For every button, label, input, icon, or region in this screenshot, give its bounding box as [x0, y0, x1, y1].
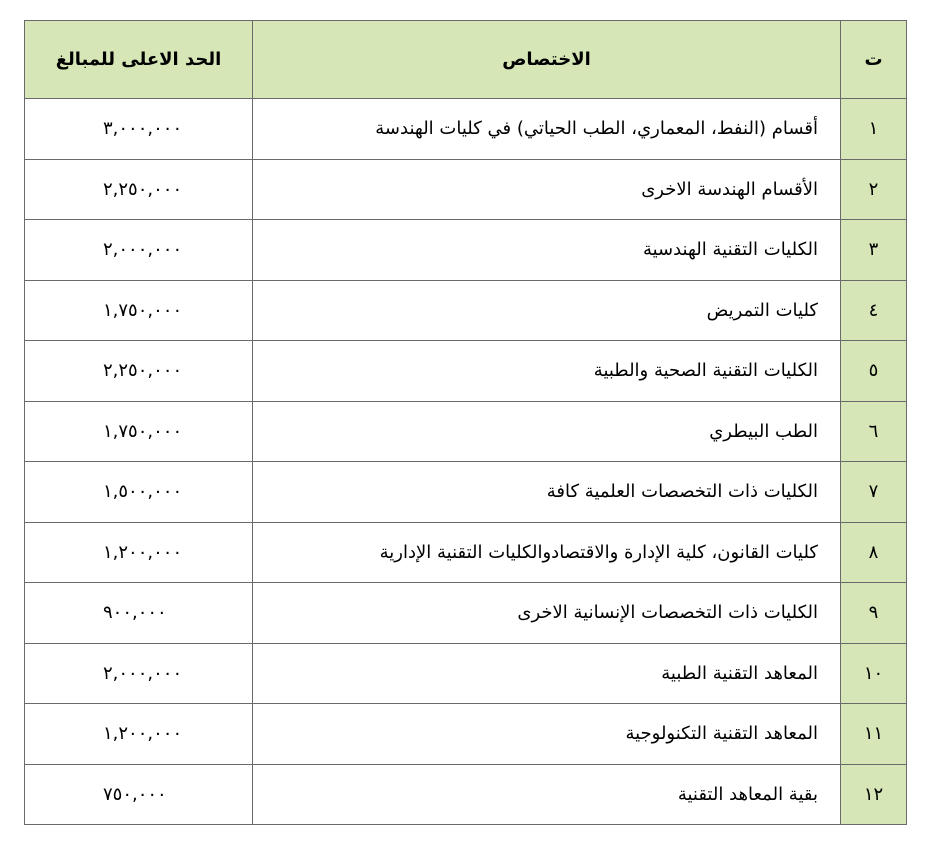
row-number: ١٢: [841, 764, 907, 825]
table-row: [25, 643, 907, 704]
row-number: ١١: [841, 704, 907, 765]
table-row: [25, 401, 907, 462]
row-number: ٤: [841, 280, 907, 341]
row-specialty: الطب البيطري: [253, 401, 841, 462]
row-amount: ١,٧٥٠,٠٠٠: [25, 401, 253, 462]
row-amount: ٢,٠٠٠,٠٠٠: [25, 643, 253, 704]
row-amount: ١,٢٠٠,٠٠٠: [25, 704, 253, 765]
row-specialty: الكليات ذات التخصصات العلمية كافة: [253, 462, 841, 523]
table-row: [25, 159, 907, 220]
row-number: ٦: [841, 401, 907, 462]
row-number: ١: [841, 99, 907, 160]
row-specialty: الكليات التقنية الهندسية: [253, 220, 841, 281]
row-amount: ٢,٢٥٠,٠٠٠: [25, 341, 253, 402]
table-row: [25, 583, 907, 644]
table-row: [25, 462, 907, 523]
row-amount: ١,٧٥٠,٠٠٠: [25, 280, 253, 341]
table-row: [25, 522, 907, 583]
row-number: ٧: [841, 462, 907, 523]
table-row: [25, 764, 907, 825]
row-specialty: بقية المعاهد التقنية: [253, 764, 841, 825]
row-specialty: كليات التمريض: [253, 280, 841, 341]
row-amount: ٢,٢٥٠,٠٠٠: [25, 159, 253, 220]
table-row: [25, 220, 907, 281]
row-specialty: أقسام (النفط، المعماري، الطب الحياتي) في كليات الهندسة: [253, 99, 841, 160]
row-specialty: المعاهد التقنية الطبية: [253, 643, 841, 704]
row-number: ٥: [841, 341, 907, 402]
table-row: [25, 704, 907, 765]
row-number: ١٠: [841, 643, 907, 704]
header-number: ت: [841, 21, 907, 99]
row-specialty: كليات القانون، كلية الإدارة والاقتصادوالكليات التقنية الإدارية: [253, 522, 841, 583]
table-row: [25, 99, 907, 160]
row-amount: ٢,٠٠٠,٠٠٠: [25, 220, 253, 281]
header-max-amount: الحد الاعلى للمبالغ: [25, 21, 253, 99]
row-number: ٩: [841, 583, 907, 644]
row-number: ٢: [841, 159, 907, 220]
row-amount: ١,٢٠٠,٠٠٠: [25, 522, 253, 583]
row-amount: ١,٥٠٠,٠٠٠: [25, 462, 253, 523]
row-number: ٣: [841, 220, 907, 281]
fees-table: [24, 20, 907, 825]
header-specialty: الاختصاص: [253, 21, 841, 99]
table-row: [25, 341, 907, 402]
row-amount: ٣,٠٠٠,٠٠٠: [25, 99, 253, 160]
header-row: [25, 21, 907, 99]
row-amount: ٧٥٠,٠٠٠: [25, 764, 253, 825]
row-specialty: الكليات ذات التخصصات الإنسانية الاخرى: [253, 583, 841, 644]
fees-table-container: [24, 20, 906, 825]
row-specialty: الأقسام الهندسة الاخرى: [253, 159, 841, 220]
row-specialty: الكليات التقنية الصحية والطبية: [253, 341, 841, 402]
row-specialty: المعاهد التقنية التكنولوجية: [253, 704, 841, 765]
row-number: ٨: [841, 522, 907, 583]
row-amount: ٩٠٠,٠٠٠: [25, 583, 253, 644]
table-row: [25, 280, 907, 341]
